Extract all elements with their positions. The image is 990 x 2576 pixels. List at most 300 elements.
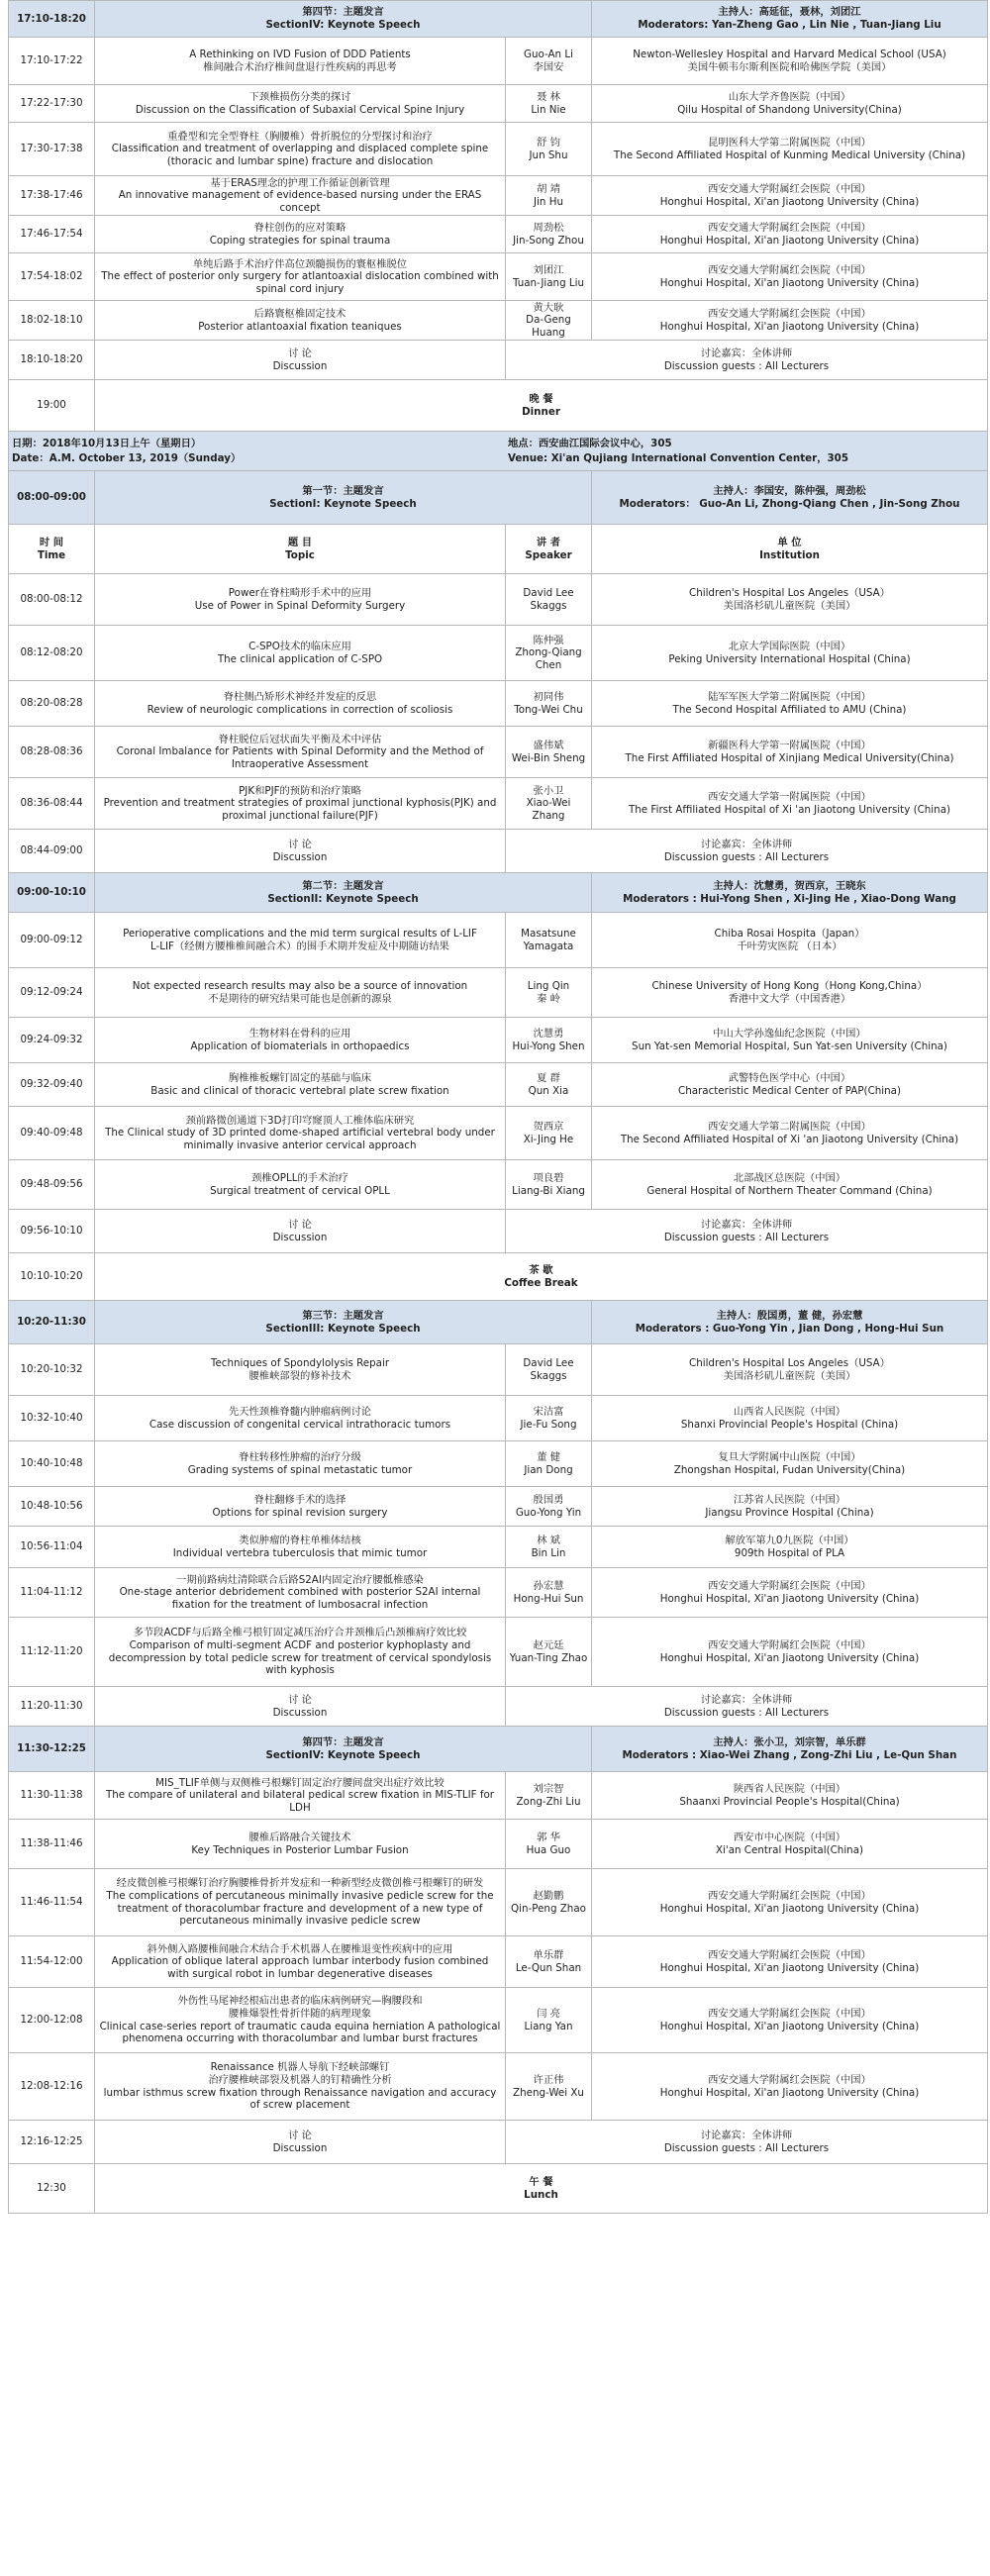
institution-cell	[592, 913, 987, 967]
topic-line: LDH	[289, 1801, 311, 1814]
topic-cell	[95, 1018, 506, 1062]
speaker-line: Hua Guo	[526, 1843, 571, 1856]
time-cell	[9, 1988, 95, 2052]
speaker-line: Da-Geng Huang	[526, 314, 571, 339]
speaker-cell	[506, 1527, 592, 1567]
break-label-line: 午 餐	[529, 2175, 553, 2188]
institution-line: 西安交通大学附属红会医院（中国）	[708, 2007, 871, 2020]
time-label: 10:56-11:04	[20, 1540, 83, 1553]
time-cell	[9, 123, 95, 175]
speaker-cell	[506, 968, 592, 1017]
section-header-row	[8, 471, 988, 525]
topic-line: Comparison of multi-segment ACDF and posterior kyphoplasty and	[129, 1638, 471, 1651]
speaker-line: Zheng-Wei Xu	[513, 2086, 584, 2099]
topic-line: 类似肿瘤的脊柱单椎体结核	[239, 1534, 361, 1546]
institution-line: Honghui Hospital, Xi'an Jiaotong University (China)	[659, 320, 920, 333]
time-label: 17:10-17:22	[20, 54, 83, 67]
institution-line: Qilu Hospital of Shandong University(China)	[677, 103, 902, 116]
institution-line: 武警特色医学中心（中国）	[728, 1071, 851, 1084]
speaker-line: Speaker	[525, 548, 572, 561]
institution-cell	[592, 1107, 987, 1159]
date-line: 日期：2018年10月13日上午（星期日）	[12, 438, 202, 450]
topic-line: 颈椎OPLL的手术治疗	[251, 1171, 348, 1184]
topic-line: 一期前路病灶清除联合后路S2AI内固定治疗腰骶椎感染	[176, 1573, 424, 1586]
topic-line: 斜外侧入路腰椎间融合术结合手术机器人在腰椎退变性疾病中的应用	[147, 1942, 453, 1955]
speaker-line: 贺西京	[533, 1120, 564, 1133]
discussion-guests	[506, 1210, 987, 1252]
discussion-guests-line: Discussion guests : All Lecturers	[663, 2141, 830, 2154]
moderators	[592, 873, 987, 912]
time-label: 09:00-10:10	[17, 886, 86, 899]
discussion-guests-line: 讨论嘉宾：全体讲师	[700, 347, 793, 359]
speaker-line: Zong-Zhi Liu	[516, 1795, 581, 1808]
speaker-line: 许正伟	[533, 2073, 564, 2086]
time-cell	[9, 216, 95, 252]
speaker-line: 闫 亮	[537, 2007, 560, 2020]
time-label: 11:04-11:12	[20, 1586, 83, 1599]
topic-cell	[95, 2121, 506, 2163]
time-cell	[9, 2121, 95, 2163]
speaker-line: 孙宏慧	[533, 1579, 564, 1592]
time-cell	[9, 38, 95, 84]
institution-line: Chiba Rosai Hospita（Japan）	[714, 927, 865, 940]
time-label: 10:48-10:56	[20, 1500, 83, 1513]
topic-cell	[95, 1820, 506, 1868]
topic-line: L-LIF（经侧方腰椎椎间融合术）的围手术期并发症及中期随访结果	[150, 940, 449, 952]
break-label-line: Lunch	[524, 2188, 558, 2201]
topic-line: A Rethinking on IVD Fusion of DDD Patients	[189, 48, 411, 60]
talk-row	[8, 1396, 988, 1441]
talk-row	[8, 778, 988, 830]
topic-cell	[95, 830, 506, 872]
speaker-line: 单乐群	[533, 1948, 564, 1961]
institution-cell	[592, 1568, 987, 1617]
talk-row	[8, 1869, 988, 1936]
institution-line: Zhongshan Hospital, Fudan University(China)	[673, 1463, 906, 1476]
speaker-line: Chen	[535, 658, 562, 671]
institution-cell	[592, 1487, 987, 1526]
speaker-cell	[506, 123, 592, 175]
speaker-line: Jin-Song Zhou	[513, 234, 584, 247]
section-title	[95, 1, 592, 37]
speaker-cell	[506, 1160, 592, 1209]
speaker-cell	[506, 913, 592, 967]
speaker-cell	[506, 574, 592, 625]
institution-line: Shanxi Provincial People's Hospital (China)	[680, 1418, 899, 1431]
topic-cell	[95, 1441, 506, 1486]
institution-line: 陆军军医大学第二附属医院（中国）	[708, 690, 871, 703]
section-title	[95, 1301, 592, 1343]
speaker-line: Yamagata	[523, 940, 574, 952]
time-label: Time	[37, 548, 66, 561]
institution-cell	[592, 727, 987, 777]
time-cell	[9, 1018, 95, 1062]
talk-row	[8, 216, 988, 253]
section-header-row	[8, 1727, 988, 1772]
talk-row	[8, 1568, 988, 1618]
topic-cell	[95, 681, 506, 726]
time-label: 10:40-10:48	[20, 1457, 83, 1470]
time-cell	[9, 301, 95, 340]
speaker-line: Bin Lin	[531, 1546, 566, 1559]
moderators	[592, 1, 987, 37]
talk-row	[8, 913, 988, 968]
institution-line: 西安交通大学附属红会医院（中国）	[708, 1579, 871, 1592]
talk-row	[8, 626, 988, 681]
topic-line: Review of neurologic complications in correction of scoliosis	[147, 703, 453, 716]
topic-line: Not expected research results may also be a source of innovation	[132, 979, 468, 992]
moderators-line: 主持人：高延征，聂林，刘团江	[718, 6, 861, 19]
section-title	[95, 1727, 592, 1771]
time-label: 08:00-09:00	[17, 491, 86, 504]
institution-cell	[592, 525, 987, 573]
break-label-line: 晚 餐	[529, 392, 553, 405]
topic-line: lumbar isthmus screw fixation through Renaissance navigation and accuracy	[103, 2086, 497, 2099]
institution-line: The Second Hospital Affiliated to AMU (China)	[672, 703, 907, 716]
break-label-line: Coffee Break	[504, 1276, 578, 1289]
time-label: 12:08-12:16	[20, 2080, 83, 2093]
speaker-line: Skaggs	[530, 1369, 567, 1382]
time-label: 19:00	[37, 399, 66, 412]
speaker-line: 张小卫	[533, 784, 564, 797]
topic-cell	[95, 301, 506, 340]
topic-line: of screw placement	[249, 2099, 350, 2112]
discussion-guests-line: 讨论嘉宾：全体讲师	[700, 1218, 793, 1231]
topic-line: concept	[279, 201, 321, 214]
institution-cell	[592, 216, 987, 252]
institution-cell	[592, 574, 987, 625]
speaker-line: 舒 钧	[537, 136, 560, 149]
topic-line: Key Techniques in Posterior Lumbar Fusion	[191, 1843, 409, 1856]
speaker-line: 沈慧勇	[533, 1027, 564, 1040]
institution-line: 美国洛杉矶儿童医院（美国）	[723, 599, 856, 612]
time-label: 09:40-09:48	[20, 1127, 83, 1139]
topic-cell	[95, 253, 506, 300]
talk-row	[8, 727, 988, 778]
venue-line: Venue: Xi'an Qujiang International Convention Center，305	[508, 451, 849, 464]
time-label: 09:12-09:24	[20, 986, 83, 999]
institution-line: General Hospital of Northern Theater Command (China)	[646, 1184, 933, 1197]
topic-line: with surgical robot in lumbar degenerative diseases	[167, 1967, 433, 1980]
time-cell	[9, 1301, 95, 1343]
section-header-row	[8, 873, 988, 913]
speaker-cell	[506, 1820, 592, 1868]
speaker-line: 初同伟	[533, 690, 564, 703]
institution-line: Honghui Hospital, Xi'an Jiaotong University (China)	[659, 2086, 920, 2099]
time-cell	[9, 1063, 95, 1106]
institution-cell	[592, 1063, 987, 1106]
section-title-line: 第四节：主题发言	[302, 6, 384, 19]
topic-line: Topic	[285, 548, 315, 561]
speaker-line: Tong-Wei Chu	[514, 703, 583, 716]
speaker-cell	[506, 85, 592, 122]
moderators-line: Moderators : Guo-Yong Yin , Jian Dong , Hong-Hui Sun	[635, 1322, 944, 1335]
topic-line: Discussion	[272, 2141, 328, 2154]
institution-line: The First Affiliated Hospital of Xi 'an Jiaotong University (China)	[628, 803, 951, 816]
institution-cell	[592, 1018, 987, 1062]
topic-cell	[95, 85, 506, 122]
topic-line: Discussion	[272, 1706, 328, 1719]
topic-line: proximal junctional failure(PJF)	[222, 809, 378, 822]
topic-line: spinal cord injury	[255, 282, 345, 295]
speaker-line: 赵元廷	[533, 1638, 564, 1651]
topic-line: 治疗腰椎峡部裂及机器人的钉精确性分析	[208, 2073, 392, 2086]
topic-line: Coronal Imbalance for Patients with Spinal Deformity and the Method of	[116, 745, 484, 758]
discussion-guests-line: Discussion guests : All Lecturers	[663, 1706, 830, 1719]
institution-cell	[592, 1441, 987, 1486]
discussion-guests	[506, 341, 987, 379]
time-label: 17:38-17:46	[20, 189, 83, 202]
talk-row	[8, 253, 988, 301]
speaker-cell	[506, 216, 592, 252]
time-cell	[9, 1396, 95, 1440]
speaker-line: 讲 者	[536, 536, 561, 548]
topic-line: Posterior atlantoaxial fixation teaniques	[198, 320, 402, 333]
speaker-line: 林 斌	[537, 1534, 560, 1546]
speaker-line: 黄大耿	[533, 301, 564, 314]
institution-line: The Second Affiliated Hospital of Xi 'an Jiaotong University (China)	[620, 1133, 959, 1145]
topic-line: 讨 论	[288, 347, 312, 359]
schedule-table	[8, 0, 988, 2214]
break-row	[8, 380, 988, 432]
talk-row	[8, 968, 988, 1018]
section-title	[95, 471, 592, 524]
time-cell	[9, 1210, 95, 1252]
topic-line: 脊柱翻修手术的选择	[253, 1493, 346, 1506]
institution-line: Peking University International Hospital (China)	[668, 652, 911, 665]
institution-line: Honghui Hospital, Xi'an Jiaotong University (China)	[659, 1651, 920, 1664]
topic-line: Surgical treatment of cervical OPLL	[210, 1184, 390, 1197]
topic-line: Discussion	[272, 1231, 328, 1243]
section-title-line: 第二节：主题发言	[302, 879, 384, 892]
time-label: 11:30-12:25	[17, 1742, 86, 1755]
talk-row	[8, 1344, 988, 1396]
institution-cell	[592, 123, 987, 175]
institution-line: 西安市中心医院（中国）	[733, 1831, 846, 1843]
time-cell	[9, 727, 95, 777]
topic-cell	[95, 1869, 506, 1935]
speaker-cell	[506, 1441, 592, 1486]
section-title-line: SectionIV: Keynote Speech	[265, 1748, 421, 1761]
time-label: 时 间	[39, 536, 64, 548]
discussion-row	[8, 1687, 988, 1727]
topic-cell	[95, 1344, 506, 1395]
speaker-line: Hui-Yong Shen	[512, 1040, 585, 1052]
institution-line: 山东大学齐鲁医院（中国）	[728, 90, 851, 103]
speaker-line: Liang Yan	[524, 2020, 573, 2032]
institution-line: 西安交通大学附属红会医院（中国）	[708, 221, 871, 234]
institution-line: 昆明医科大学第二附属医院（中国）	[708, 136, 871, 149]
institution-line: 香港中文大学（中国香港）	[728, 992, 851, 1005]
speaker-line: Ling Qin	[527, 979, 570, 992]
talk-row	[8, 1160, 988, 1210]
time-cell	[9, 1344, 95, 1395]
institution-line: 新疆医科大学第一附属医院（中国）	[708, 739, 871, 751]
time-cell	[9, 873, 95, 912]
time-cell	[9, 380, 95, 431]
talk-row	[8, 38, 988, 85]
time-cell	[9, 2053, 95, 2120]
topic-line: 椎间融合术治疗椎间盘退行性疾病的再思考	[203, 60, 397, 73]
institution-cell	[592, 778, 987, 829]
topic-line: PJK和PJF的预防和治疗策略	[239, 784, 361, 797]
topic-cell	[95, 574, 506, 625]
institution-line: Honghui Hospital, Xi'an Jiaotong University (China)	[659, 1592, 920, 1605]
institution-line: 美国洛杉矶儿童医院（美国）	[723, 1369, 856, 1382]
institution-cell	[592, 1988, 987, 2052]
discussion-guests	[506, 1687, 987, 1726]
time-cell	[9, 830, 95, 872]
topic-cell	[95, 1160, 506, 1209]
time-cell	[9, 1869, 95, 1935]
speaker-line: Jian Dong	[524, 1463, 573, 1476]
institution-cell	[592, 1344, 987, 1395]
topic-line: fixation for the treatment of lumbosacral infection	[171, 1598, 429, 1611]
institution-cell	[592, 253, 987, 300]
section-title-line: 第三节：主题发言	[302, 1309, 384, 1322]
talk-row	[8, 1527, 988, 1568]
institution-cell	[592, 1869, 987, 1935]
topic-line: Grading systems of spinal metastatic tumor	[187, 1463, 413, 1476]
topic-cell	[95, 1063, 506, 1106]
discussion-guests-line: 讨论嘉宾：全体讲师	[700, 838, 793, 850]
time-label: 12:00-12:08	[20, 2014, 83, 2027]
topic-line: Options for spinal revision surgery	[212, 1506, 388, 1519]
topic-line: 重叠型和完全型脊柱（胸腰椎）骨折脱位的分型探讨和治疗	[167, 130, 433, 143]
topic-line: 外伤性马尾神经根疝出患者的临床病例研究—胸腰段和	[177, 1995, 423, 2008]
topic-line: Coping strategies for spinal trauma	[209, 234, 391, 247]
speaker-line: Xi-Jing He	[523, 1133, 574, 1145]
institution-line: 解放军第九0九医院（中国）	[725, 1534, 854, 1546]
speaker-line: 聂 林	[537, 90, 560, 103]
talk-row	[8, 1988, 988, 2053]
section-title-line: 第一节：主题发言	[302, 484, 384, 497]
topic-cell	[95, 1936, 506, 1987]
topic-line: 讨 论	[288, 838, 312, 850]
institution-line: Characteristic Medical Center of PAP(China)	[678, 1084, 901, 1097]
time-label: 08:28-08:36	[20, 745, 83, 758]
date-label	[9, 437, 506, 465]
institution-line: 西安交通大学附属红会医院（中国）	[708, 2073, 871, 2086]
time-cell	[9, 913, 95, 967]
moderators-line: Moderators : Xiao-Wei Zhang , Zong-Zhi Liu , Le-Qun Shan	[622, 1748, 957, 1761]
topic-cell	[95, 1107, 506, 1159]
institution-line: 江苏省人民医院（中国）	[733, 1493, 846, 1506]
discussion-guests-line: Discussion guests : All Lecturers	[663, 850, 830, 863]
speaker-cell	[506, 1618, 592, 1686]
topic-line: Application of oblique lateral approach lumbar interbody fusion combined	[111, 1955, 489, 1968]
moderators-line: 主持人：殷国勇，董 健，孙宏慧	[716, 1309, 863, 1322]
topic-line: 颈前路微创通道下3D打印穹窿顶人工椎体临床研究	[185, 1114, 415, 1127]
speaker-line: David Lee	[523, 586, 574, 599]
time-cell	[9, 1527, 95, 1567]
time-label: 17:46-17:54	[20, 228, 83, 241]
topic-cell	[95, 1527, 506, 1567]
time-cell	[9, 626, 95, 680]
topic-line: C-SPO技术的临床应用	[248, 640, 351, 652]
speaker-cell	[506, 301, 592, 340]
speaker-line: 周劲松	[533, 221, 564, 234]
speaker-line: 宋洁富	[533, 1405, 564, 1418]
time-label: 11:38-11:46	[20, 1837, 83, 1850]
time-cell	[9, 1, 95, 37]
discussion-guests-line: Discussion guests : All Lecturers	[663, 1231, 830, 1243]
talk-row	[8, 123, 988, 176]
discussion-guests-line: 讨论嘉宾：全体讲师	[700, 2129, 793, 2141]
break-row	[8, 1253, 988, 1301]
speaker-cell	[506, 1018, 592, 1062]
topic-line: 胸椎椎板螺钉固定的基础与临床	[228, 1071, 372, 1084]
talk-row	[8, 1772, 988, 1820]
section-title-line: SectionIV: Keynote Speech	[265, 19, 421, 31]
time-label: 10:20-11:30	[17, 1316, 86, 1329]
institution-line: Children's Hospital Los Angeles（USA）	[689, 1356, 890, 1369]
section-title-line: SectionIII: Keynote Speech	[265, 1322, 421, 1335]
speaker-cell	[506, 1107, 592, 1159]
topic-cell	[95, 216, 506, 252]
topic-cell	[95, 176, 506, 215]
speaker-line: 项良碧	[533, 1171, 564, 1184]
institution-line: Children's Hospital Los Angeles（USA）	[689, 586, 890, 599]
topic-cell	[95, 2053, 506, 2120]
speaker-line: Guo-An Li	[524, 48, 573, 60]
speaker-cell	[506, 626, 592, 680]
talk-row	[8, 1107, 988, 1160]
institution-cell	[592, 968, 987, 1017]
topic-line: 讨 论	[288, 2129, 312, 2141]
time-cell	[9, 1687, 95, 1726]
time-label: 17:30-17:38	[20, 143, 83, 155]
speaker-cell	[506, 1344, 592, 1395]
topic-line: MIS_TLIF单侧与双侧椎弓根螺钉固定治疗腰间盘突出症疗效比较	[155, 1776, 445, 1789]
speaker-cell	[506, 253, 592, 300]
institution-cell	[592, 626, 987, 680]
speaker-cell	[506, 681, 592, 726]
topic-line: Perioperative complications and the mid term surgical results of L-LIF	[123, 927, 477, 940]
topic-line: Basic and clinical of thoracic vertebral plate screw fixation	[150, 1084, 449, 1097]
time-cell	[9, 1568, 95, 1617]
topic-line: minimally invasive anterior cervical approach	[183, 1139, 417, 1151]
speaker-line: Yuan-Ting Zhao	[509, 1651, 588, 1664]
institution-line: 北京大学国际医院（中国）	[728, 640, 851, 652]
institution-cell	[592, 1160, 987, 1209]
topic-line: Renaissance 机器人导航下经峡部螺钉	[210, 2061, 390, 2074]
topic-line: The complications of percutaneous minimally invasive pedicle screw for the	[106, 1889, 494, 1902]
institution-cell	[592, 1772, 987, 1819]
topic-line: Intraoperative Assessment	[231, 757, 369, 770]
date-line: Date：A.M. October 13, 2019（Sunday）	[12, 451, 242, 464]
topic-line: 经皮微创椎弓根螺钉治疗胸腰椎骨折并发症和一种新型经皮微创椎弓根螺钉的研发	[116, 1877, 484, 1890]
institution-line: 西安交通大学附属红会医院（中国）	[708, 182, 871, 195]
topic-line: The Clinical study of 3D printed dome-shaped artificial vertebral body under	[105, 1127, 495, 1139]
speaker-cell	[506, 176, 592, 215]
moderators	[592, 1727, 987, 1771]
institution-line: 千叶劳灾医院 （日本）	[737, 940, 842, 952]
topic-line: 多节段ACDF与后路全椎弓根钉固定减压治疗合并颈椎后凸颈椎病疗效比较	[133, 1627, 467, 1639]
institution-line: The First Affiliated Hospital of Xinjiang Medical University(China)	[625, 751, 954, 764]
topic-cell	[95, 38, 506, 84]
topic-cell	[95, 1568, 506, 1617]
topic-line: treatment of thoracolumbar fracture and development of a new type of	[117, 1902, 483, 1915]
speaker-line: Guo-Yong Yin	[515, 1506, 582, 1519]
time-label: 08:00-08:12	[20, 593, 83, 606]
institution-line: 西安交通大学附属红会医院（中国）	[708, 1889, 871, 1902]
topic-line: Techniques of Spondylolysis Repair	[210, 1356, 390, 1369]
speaker-line: Masatsune	[521, 927, 576, 940]
discussion-guests	[506, 830, 987, 872]
institution-cell	[592, 1936, 987, 1987]
speaker-line: 秦 岭	[537, 992, 560, 1005]
